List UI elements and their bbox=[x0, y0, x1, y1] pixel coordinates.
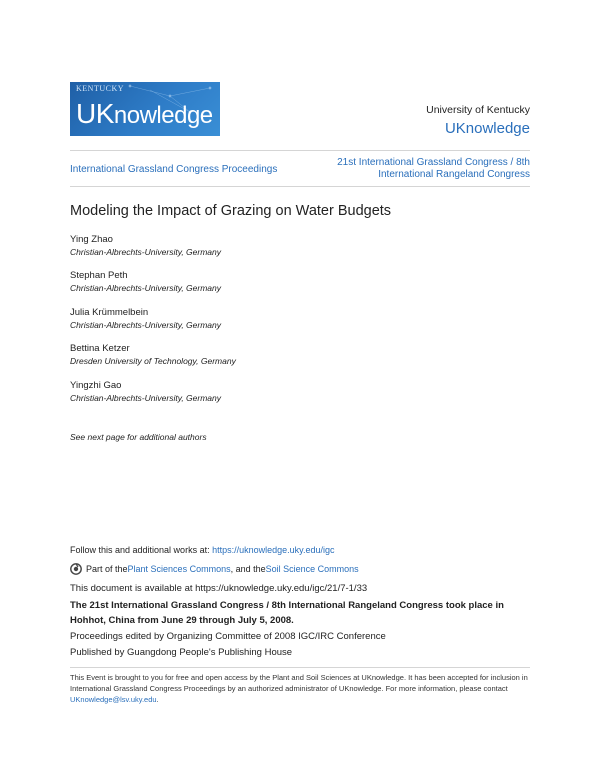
logo-brand-uk: UK bbox=[76, 98, 114, 129]
author-affiliation: Christian-Albrechts-University, Germany bbox=[70, 247, 221, 257]
commons-icon bbox=[70, 563, 82, 575]
part-of-prefix: Part of the bbox=[86, 564, 128, 574]
breadcrumb-congress-link[interactable]: 21st International Grassland Congress / 8th International Rangeland Congress bbox=[337, 157, 530, 180]
logo-kentucky-text: KENTUCKY bbox=[76, 84, 124, 93]
footer-notice bbox=[70, 672, 530, 705]
header-divider-top bbox=[70, 150, 530, 151]
author-name: Ying Zhao bbox=[70, 234, 113, 245]
uknowledge-logo[interactable] bbox=[70, 82, 220, 136]
logo-brand-rest: nowledge bbox=[113, 102, 213, 129]
document-title: Modeling the Impact of Grazing on Water Budgets bbox=[70, 203, 392, 219]
follow-text: Follow this and additional works at: bbox=[70, 545, 213, 555]
part-of-line bbox=[70, 563, 359, 575]
document-availability: This document is available at https://uknowledge.uky.edu/igc/21/7-1/33 bbox=[70, 583, 368, 594]
follow-line bbox=[70, 545, 335, 555]
header-divider-bottom bbox=[70, 186, 530, 187]
uknowledge-link[interactable]: UKnowledge bbox=[444, 120, 530, 137]
author-name: Stephan Peth bbox=[70, 270, 128, 281]
contact-email-link[interactable]: UKnowledge@lsv.uky.edu bbox=[70, 695, 157, 704]
author-name: Bettina Ketzer bbox=[70, 343, 130, 354]
footer-end: . bbox=[156, 695, 159, 704]
author-affiliation: Dresden University of Technology, Germany bbox=[70, 356, 236, 366]
part-of-middle: , and the bbox=[230, 564, 266, 574]
author-affiliation: Christian-Albrechts-University, Germany bbox=[70, 320, 221, 330]
university-name: University of Kentucky bbox=[426, 104, 530, 116]
footer-text: This Event is brought to you for free and open access by the Plant and Soil Sciences at UKnowledge. It has been accepted for inclusion in International Grassland Congress Proceedings by an authorized administrator of UKnowledge. For more information, please contact bbox=[70, 673, 528, 693]
logo-brand bbox=[76, 98, 213, 130]
author-affiliation: Christian-Albrechts-University, Germany bbox=[70, 283, 221, 293]
igc-collection-link[interactable]: https://uknowledge.uky.edu/igc bbox=[212, 545, 335, 555]
breadcrumb-proceedings-link[interactable]: International Grassland Congress Proceedings bbox=[70, 164, 278, 175]
author-name: Julia Krümmelbein bbox=[70, 307, 149, 318]
congress-note: The 21st International Grassland Congress / 8th International Rangeland Congress took place in Hohhot, China from June 29 through July 5, 2008. bbox=[70, 600, 504, 626]
publisher: Published by Guangdong People's Publishing House bbox=[70, 647, 293, 658]
footer-divider bbox=[70, 667, 530, 668]
proceedings-editor: Proceedings edited by Organizing Committee of 2008 IGC/IRC Conference bbox=[70, 631, 386, 642]
see-next-page-note: See next page for additional authors bbox=[70, 432, 207, 442]
soil-science-commons-link[interactable]: Soil Science Commons bbox=[265, 564, 359, 574]
author-affiliation: Christian-Albrechts-University, Germany bbox=[70, 393, 221, 403]
author-name: Yingzhi Gao bbox=[70, 380, 122, 391]
plant-sciences-commons-link[interactable]: Plant Sciences Commons bbox=[127, 564, 231, 574]
